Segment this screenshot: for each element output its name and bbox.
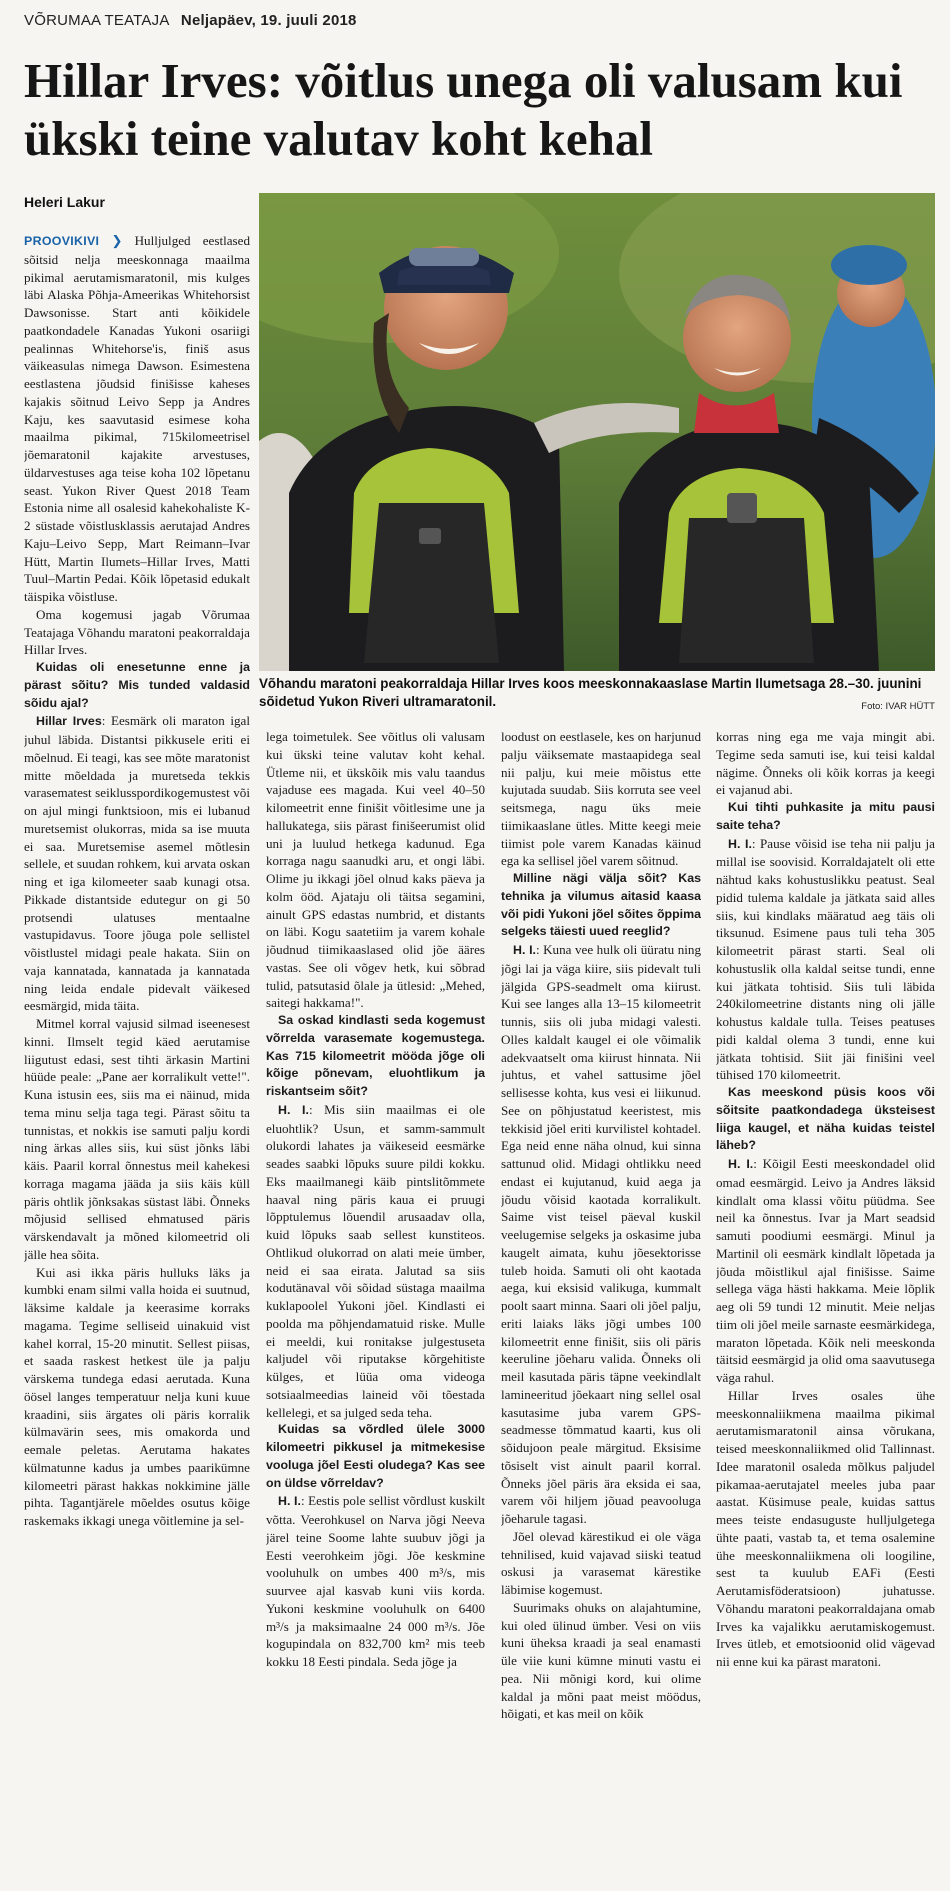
lead-text: Hulljulged eestlased sõitsid nelja meeskonnaga maailma pikimal aerutamismaratonil, mis kulges läbi Alaska Põhja-Ameerikas Whitehorsist Dawsonisse. Start anti kõikidele paatkondadele Kanadas Yukoni osariigi pealinnas Whitehorse'is, finiš asus väikeasulas nimega Dawson. Esimestena eestlastena jõudsid finišisse kaheses kajakis sõitnud Leivo Sepp ja Andres Kaju, kes saavutasid esimese koha maailma pikimal, 715kilomeetrisel jõemaratonil kajakite arvestuses, üldarvestuses aga teise koha 102 lõpetanu seast. Yukon River Quest 2018 Team Estonia nime all osalesid kahekohaliste K-2 süstade võistlusklassis aerutajad Andres Kaju–Leivo Sepp, Mart Reimann–Ivar Hütt, Martin Ilumets–Hillar Irves, Matti Tuul–Martin Pedai. Kõik lõpetasid edukalt täispika võistluse.: [24, 233, 250, 604]
photo-illustration: [259, 193, 935, 671]
photo-caption: Võhandu maratoni peakorraldaja Hillar Irves koos meeskonnakaaslase Martin Ilumetsaga 28.–30. juunini sõidetud Yukon Riveri ultramaratonil.: [259, 676, 922, 709]
newspaper-name: VÕRUMAA TEATAJA: [24, 12, 170, 29]
chevron-right-icon: ❯: [111, 233, 123, 248]
answer-text: : Mis siin maailmas ei ole eluohtlik? Usun, et samm-sammult olukordi lahates ja väikeseid eesmärke seades saabki lõpuks suure pildi kokku. Eks maailmanegi käib pintslitõmmete haaval ning päris kaua ei pruugi lõpptulemus lõuendil arusaadav olla, kuid lõpuks saab sellest kunstiteos. Ohtlikud olukorrad on alati meie ümber, neid ei saa eirata. Jalutad sa siis kodutänaval või sõidad süstaga maailma kuklapoolel Yukoni jõel. Kindlasti ei poolda ma põhjendamatuid riske. Mulle ei meeldi, kui ronitakse julgestuseta kaljudel või riputakse kõrgehitiste külges, et lüüa oma videoga sotsiaalmeedias laineid või tõestada kellelegi, et sa julged seda teha.: [266, 1101, 485, 1420]
interview-answer: [266, 1101, 485, 1422]
section-kicker: PROOVIKIVI: [24, 234, 100, 248]
speaker-name: Hillar Irves: [36, 714, 102, 729]
masthead: [24, 12, 357, 34]
body-paragraph: lega toimetulek. See võitlus oli valusam kui ükski teine valutav koht kehal. Ütleme nii, et ükskõik mis valu taandus vajaduse ees magada. Kui veel 40–50 kilomeetrit enne finišit võitlesime une ja hallukatega, siis pärast finišeerumist olid uni ja luulud hetkega kadunud. Ega korraga nagu saanudki aru, et ongi läbi. Olime ju ikkagi jõel olnud kaks päeva ja kolm ööd. Ajataju oli täitsa segamini, ainult GPS edastas numbrid, et distants on läbi. Kogu saatetiim ja varem kohale jõudnud tiimikaaslased olid jõe ääres vastas. See oli võgev hetk, kui sõbrad tulid, patsutasid õlale ja ütlesid: „Mehed, saitegi hakkama!".: [266, 729, 485, 1011]
body-paragraph: Mitmel korral vajusid silmad iseenesest kinni. Ilmselt tegid käed aerutamise liigutust edasi, sest tihti ärkasin Martini hüüde peale: „Pane aer korralikult vette!". Kuna istusin ees, siis ma ei näinud, mida tema minu selja taga tegi. Pärast sõitu ta tunnistas, et nokkis ise samuti palju kordi ning ärkas alles siis, kui süst jõnks läbi käis. Paaril korral õnnestus meil kahekesi korraga magama jääda ja siis käis küll päris ohtlik jõnksakas süstast läbi. Õnneks mõjusid sellised ehmatused päris värskendavalt ja mõned kilomeetrid oli jälle hea sõita.: [24, 1016, 250, 1262]
speaker-name: H. I.: [728, 836, 752, 851]
speaker-name: H. I.: [728, 1157, 754, 1171]
interview-question: Milline nägi välja sõit? Kas tehnika ja vilumus aitasid kaasa või pidi Yukoni jõel sõites õppima selgeks täiesti uued reeglid?: [501, 871, 701, 939]
interview-answer: [716, 835, 935, 1085]
body-paragraph: Hillar Irves osales ühe meeskonnaliikmena maailma pikimal aerutamismaratonil ainsa võrukana, teised meeskonnaliikmed olid Tallinnast. Idee maratonil osaleda mõlkus paljudel pikamaa-aerutajatel meeles juba paar aastat. Küsimuse peale, kuidas sattus mees teiste endasuguste hulljulgetega ühte paati, vastab ta, et tema osalemine ühe meeskonnaliikmena oli loogiline, sest ta kuulub EAFi (Eesti Aerutamisföderatsioon) juhatusse. Võhandu maratoni peakorraldajana omab Irves ka vajalikku aerutamiskogemust. Irves ütleb, et emotsioonid olid vägevad nii enne kui ka pärast maratoni.: [716, 1387, 935, 1669]
article-column-2: [266, 728, 485, 1882]
answer-text: : Eesmärk oli maraton igal juhul läbida. Distantsi pikkusele eriti ei mõelnud. Ei teagi, kas see mõte maratonist mitte mõeldada ja muretseda tekkis varasematest seiklusspordikogemustest või on ajul mingi funktsioon, mis ei lubanud muretsemist olukorras, mida sa ise muuta ei saa. Muretsemise asemel mõtlesin sellele, et suudan rohkem, kui arvata oskan ning et iga kilomeeter saab kunagi otsa. Pikkade distantside edutegur on gi 50 protsendi ulatuses mentaalne vastupidavus. Toore jõuga pole sellistel võistlustel midagi peale hakata. Siin on vaja kannatada, kannatada ja kannatada ning leida endale pidevalt väikesed eesmärgid, mida täita.: [24, 713, 250, 1014]
issue-date: 19. juuli 2018: [260, 12, 357, 29]
article-column-3: [501, 728, 701, 1882]
interview-answer: [501, 941, 701, 1528]
body-paragraph: Kui asi ikka päris hulluks läks ja kumbki enam silmi valla hoida ei suutnud, läksime kaldale ja keerasime korraks magama. Tegime selliseid uinakuid vist kahel korral, 15-20 minutit. Sellest piisas, et saada raskest hetkest üle ja palju värskema tundega edasi aerutada. Kuna öösel langes temperatuur nelja kuni kuue kraadini, siis ärgates oli päris korralik külmavärin sees, mis omakorda und eemale peletas. Aerutama hakates külmatunne kadus ja umbes paarikümne kilomeetri pärast hakkas nokkimine jälle pihta. Tagantjärele mõeldes osutus kõige raskemaks ikkagi unega võitlemine ja sel-: [24, 1264, 250, 1528]
answer-text: : Kõigil Eesti meeskondadel olid omad eesmärgid. Leivo ja Andres läksid kindlalt oma klassi võitu püüdma. See neil ka õnnestus. Ivar ja Mart seadsid samuti poodiumi eesmärgi. Minul ja Martinil oli eesmärk kindlalt lõpetada ja jõuda mõistlikul ajal finišisse. Saime sellega väga hästi hakkama. Meie lõplik aeg oli 59 tundi 12 minutit. Meie neljas tiim oli jõel meile sarnaste eesmärkidega, maraton lõpetada. Kõik neli meeskonda täitsid eesmärgid ja olid oma saavutusega väga rahul.: [716, 1156, 935, 1385]
body-paragraph: korras ning ega me vaja mingit abi. Tegime seda samuti ise, kui teisi kaldal nägime. Õnneks oli kõik korras ja keegi ei vajanud abi.: [716, 729, 935, 798]
speaker-name: H. I.: [278, 1102, 309, 1117]
interview-question: Kui tihti puhkasite ja mitu pausi saite teha?: [716, 800, 935, 832]
answer-text: : Kuna vee hulk oli üüratu ning jõgi lai ja väga kiire, siis pidevalt tuli jälgida GPS-seadmelt oma kiirust. Kui see langes alla 13–15 kilomeetrit tunnis, siis oli juba midagi valesti. Olles kaldalt kaugel ei ole võimalik adekvaatselt oma kiirust hinnata. Nii juhtus, et vahel sattusime jõel sellisesse kohta, kus vesi ei liikunud. See on põhjustatud keeristest, mis tekkisid jõel eriti kurvilistel kohtadel. Ega neid enne näha olnud, kui sinna sattunud olid. Midagi ohtlikku need endast ei kujutanud, kuid aega ja jõudu võisid kaotada korralikult. Saime vist teisel päeval kuskil veelugemise selgeks ja oskasime juba kaugelt aimata, kuhu jõesektorisse tuleb hoida. Samuti oli oht kaotada aega, kui eksisid valikuga, kummalt poolt saart minna. Saari oli jõel palju, eriti laiaks läks jõgi umbes 100 kilomeetrit enne finišit, siis oli päris keeruline jõeharu valida. Õnneks oli meil kasutada päris täpne veekindlalt lamineeritud jõekaart ning sellel osal kasutasime juba varem GPS-seadmesse tõmmatud kaarti, kus oli sõidujoon peale märgitud. Eksisime tõsiselt vist ainult paaril korral. Õnneks jõel päris ära eksida ei saa, varem või hiljem jõuad peavooluga jõeharule tagasi.: [501, 942, 701, 1526]
interview-question: Kuidas sa võrdled ülele 3000 kilomeetri pikkusel ja mitmekesise vooluga jõel Eesti oludega? Kas see on üldse võrreldav?: [266, 1422, 485, 1490]
body-paragraph: Jõel olevad kärestikud ei ole väga tehnilised, kuid vajavad siiski teatud oskusi ja varasemat kärestike läbimise kogemust.: [501, 1528, 701, 1597]
answer-text: : Pause võisid ise teha nii palju ja millal ise soovisid. Korraldajatelt oli ette nähtud kaks kohustuslikku peatust. Seal pidid tulema kaldale ja jätkata said alles siis, kui kindlaks määratud aeg täis oli tiksunud. Esimene paus tuli teha 305 kilomeetrit pärast starti. Seal oli kohustuslik olla kaldal seitse tundi, enne kui jätkata tohtisid. Siis tuli läbida 240kilomeetrine distants ning oli jälle kohustus kaldale tulla. Teises peatuses pidi kaldal olema 3 tundi, enne kui jätkata tohtisid. Siit jäi finišini veel tühised 170 kilomeetrit.: [716, 835, 935, 1083]
interview-answer: [266, 1492, 485, 1671]
answer-text: : Eestis pole sellist võrdlust kuskilt võtta. Veerohkusel on Narva jõgi Neeva järel teine Soome lahte suubuv jõgi ja Eesti veerohkeim jõgi. Jõe keskmine vooluhulk on umbes 400 m³/s, mis suurvee ajal kasvab kuni viis korda. Yukoni keskmine vooluhulk on 6400 m³/s ja maksimaalne 24 000 m³/s. Jõe kogupindala on 832,700 km² mis teeb kokku 18 Eesti pindala. Seda jõge ja: [266, 1493, 485, 1669]
photo-credit: Foto: IVAR HÜTT: [861, 701, 935, 712]
speaker-name: H. I.: [513, 943, 536, 957]
interview-answer: [24, 712, 250, 1015]
issue-weekday: Neljapäev,: [180, 12, 257, 29]
body-paragraph: Suurimaks ohuks on alajahtumine, kui oled ülinud ümber. Vesi on viis kuni üheksa kraadi ja seal enamasti üle viie kuni kümne minuti vastu ei pea. Nii mõnigi kord, kui olime kaldal ja mõni paat meist möödus, hõigati, et kas meil on kõik: [501, 1599, 701, 1722]
headline: Hillar Irves: võitlus unega oli valusam kui ükski teine valutav koht kehal: [24, 53, 903, 166]
interview-question: Sa oskad kindlasti seda kogemust võrrelda varasemate kogemustega. Kas 715 kilomeetrit mööda jõge oli kõige põnevam, eluohtlikum ja riskantseim sõit?: [266, 1013, 485, 1098]
interview-answer: [716, 1155, 935, 1387]
author-byline: Heleri Lakur: [24, 194, 105, 210]
interview-question: Kas meeskond püsis koos või sõitsite paatkondadega üksteisest liiga kaugel, et näha kuidas teistel läheb?: [716, 1085, 935, 1153]
article-photo: [259, 193, 935, 671]
article-column-1: [24, 232, 250, 1882]
lead-paragraph: [24, 232, 250, 606]
body-paragraph: Oma kogemusi jagab Võrumaa Teatajaga Võhandu maratoni peakorraldaja Hillar Irves.: [24, 606, 250, 658]
speaker-name: H. I.: [278, 1494, 301, 1509]
interview-question: Kuidas oli enesetunne enne ja pärast sõitu? Mis tunded valdasid sõidu ajal?: [24, 660, 250, 710]
body-paragraph: loodust on eestlasele, kes on harjunud palju väiksemate mastaapidega seal nii palju, kui meie mõistus ette kujutada suudab. Siis korruta see veel seitsmega, nagu üks meie tiimikaaslane ütles. Mitte keegi meie tiimist pole varem Kanadas käinud ega ka sellisel jõel varem sõitnud.: [501, 729, 701, 869]
article-column-4: [716, 728, 935, 1882]
